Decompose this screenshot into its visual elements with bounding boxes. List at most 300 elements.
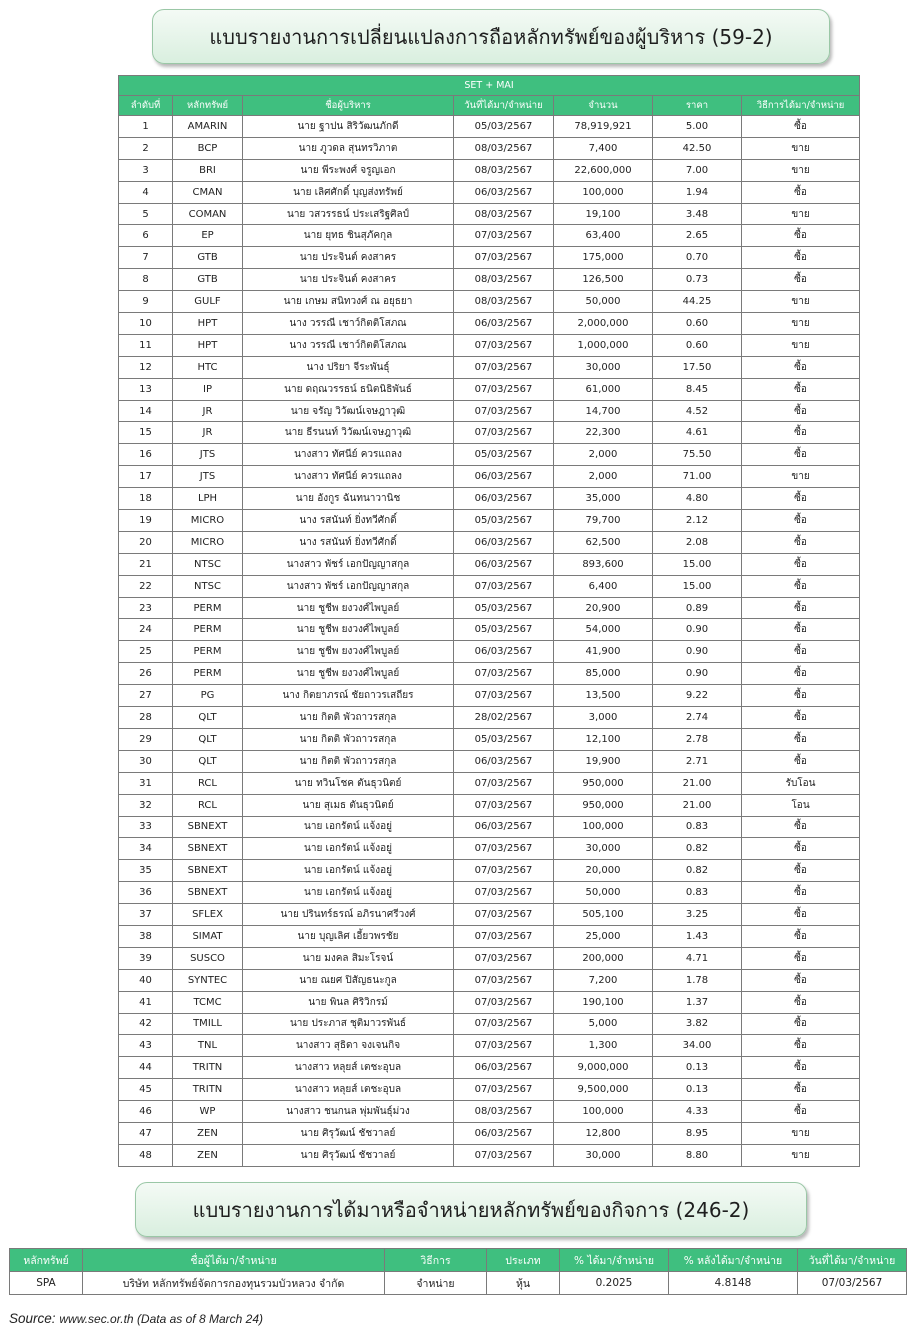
- table-cell: QLT: [173, 707, 243, 729]
- second-report-title-text: แบบรายงานการได้มาหรือจำหน่ายหลักทรัพย์ของกิจการ (246-2): [192, 1197, 750, 1222]
- company-acquisition-table: [9, 1248, 907, 1295]
- table-cell: นาย กิตติ พัวถาวรสกุล: [243, 728, 454, 750]
- table-cell: 07/03/2567: [454, 1079, 554, 1101]
- table-cell: ซื้อ: [742, 925, 860, 947]
- table-cell: นางสาว ทัศนีย์ ควรแถลง: [243, 444, 454, 466]
- table-cell: นางสาว พัชร์ เอกปัญญาสกุล: [243, 575, 454, 597]
- table-cell: 29: [119, 728, 173, 750]
- table-cell: นาย วสวรรธน์ ประเสริฐศิลป์: [243, 203, 454, 225]
- table-cell: 21.00: [653, 794, 742, 816]
- table-cell: 0.90: [653, 641, 742, 663]
- table-cell: SFLEX: [173, 904, 243, 926]
- table-cell: ซื้อ: [742, 707, 860, 729]
- table-cell: นาย ปรินทร์ธรณ์ อภิรนาศรีวงศ์: [243, 904, 454, 926]
- table-cell: 3.82: [653, 1013, 742, 1035]
- table-cell: นาย ภูวดล สุนทรวิภาต: [243, 137, 454, 159]
- table-cell: SBNEXT: [173, 838, 243, 860]
- table-cell: 62,500: [554, 531, 653, 553]
- table-cell: 30,000: [554, 1144, 653, 1166]
- table-cell: 61,000: [554, 378, 653, 400]
- table-cell: SPA: [10, 1272, 83, 1295]
- table-cell: นาย เอกรัตน์ แจ้งอยู่: [243, 838, 454, 860]
- table-row: [119, 685, 860, 707]
- table-cell: 07/03/2567: [798, 1272, 907, 1295]
- table-cell: 07/03/2567: [454, 838, 554, 860]
- table-cell: 85,000: [554, 663, 653, 685]
- table-cell: 08/03/2567: [454, 159, 554, 181]
- table-row: [119, 641, 860, 663]
- table-row: [119, 444, 860, 466]
- table-body: [10, 1272, 907, 1295]
- table-cell: นางสาว ทัศนีย์ ควรแถลง: [243, 466, 454, 488]
- table-cell: 1,000,000: [554, 334, 653, 356]
- table-cell: SBNEXT: [173, 816, 243, 838]
- table-row: [119, 860, 860, 882]
- table-cell: นาง รสนันท์ ยิ่งทวีศักดิ์: [243, 510, 454, 532]
- table-cell: 8: [119, 269, 173, 291]
- table-cell: ซื้อ: [742, 575, 860, 597]
- table-cell: นาย บุญเลิศ เอี้ยวพรชัย: [243, 925, 454, 947]
- table-cell: ซื้อ: [742, 1079, 860, 1101]
- table-cell: 4.71: [653, 947, 742, 969]
- table-cell: นาย ดฤณวรรธน์ ธนิตนิธิพันธ์: [243, 378, 454, 400]
- table-cell: 0.90: [653, 663, 742, 685]
- table-cell: 07/03/2567: [454, 334, 554, 356]
- table-cell: 2,000: [554, 444, 653, 466]
- table-cell: 50,000: [554, 882, 653, 904]
- table-cell: นางสาว สุธิดา จงเจนกิจ: [243, 1035, 454, 1057]
- table-cell: RCL: [173, 794, 243, 816]
- table-cell: 3.25: [653, 904, 742, 926]
- table-cell: ซื้อ: [742, 181, 860, 203]
- table-cell: ซื้อ: [742, 1013, 860, 1035]
- table-cell: HPT: [173, 313, 243, 335]
- table-cell: ซื้อ: [742, 619, 860, 641]
- table-cell: 5,000: [554, 1013, 653, 1035]
- table-cell: JTS: [173, 466, 243, 488]
- table-cell: 07/03/2567: [454, 663, 554, 685]
- table-cell: ซื้อ: [742, 1101, 860, 1123]
- table-cell: 20,000: [554, 860, 653, 882]
- table-cell: SUSCO: [173, 947, 243, 969]
- table-cell: 19: [119, 510, 173, 532]
- table-cell: 505,100: [554, 904, 653, 926]
- table-cell: นาง วรรณี เชาว์กิตติโสภณ: [243, 334, 454, 356]
- table-cell: 79,700: [554, 510, 653, 532]
- table-cell: QLT: [173, 750, 243, 772]
- table-cell: HTC: [173, 356, 243, 378]
- table-cell: นาย ชูชีพ ยงวงศ์ไพบูลย์: [243, 597, 454, 619]
- table-cell: 4.33: [653, 1101, 742, 1123]
- table-cell: 21.00: [653, 772, 742, 794]
- source-label: Source:: [9, 1311, 56, 1326]
- table-cell: 190,100: [554, 991, 653, 1013]
- table-cell: 6: [119, 225, 173, 247]
- table-row: [119, 597, 860, 619]
- table-cell: 9: [119, 291, 173, 313]
- table-cell: หุ้น: [487, 1272, 560, 1295]
- table-cell: ซื้อ: [742, 422, 860, 444]
- table-row: [119, 794, 860, 816]
- table-cell: 30,000: [554, 838, 653, 860]
- table-cell: 2.74: [653, 707, 742, 729]
- table-cell: 42: [119, 1013, 173, 1035]
- table-row: [119, 510, 860, 532]
- table-cell: 07/03/2567: [454, 378, 554, 400]
- table-row: [119, 269, 860, 291]
- table-cell: 33: [119, 816, 173, 838]
- table-cell: 200,000: [554, 947, 653, 969]
- table-row: [119, 466, 860, 488]
- table-cell: 39: [119, 947, 173, 969]
- table-cell: BCP: [173, 137, 243, 159]
- table-row: [119, 947, 860, 969]
- table-cell: 1.78: [653, 969, 742, 991]
- table-cell: 18: [119, 488, 173, 510]
- column-header: วันที่ได้มา/จำหน่าย: [454, 96, 554, 116]
- column-header: ประเภท: [487, 1249, 560, 1272]
- table-cell: ซื้อ: [742, 356, 860, 378]
- table-cell: PERM: [173, 663, 243, 685]
- table-cell: SBNEXT: [173, 882, 243, 904]
- table-cell: 1.43: [653, 925, 742, 947]
- table-row: [119, 663, 860, 685]
- table-cell: 5.00: [653, 116, 742, 138]
- table-cell: TRITN: [173, 1057, 243, 1079]
- table-cell: 41,900: [554, 641, 653, 663]
- table-cell: WP: [173, 1101, 243, 1123]
- table-cell: 4.52: [653, 400, 742, 422]
- table-cell: JR: [173, 422, 243, 444]
- column-header: ชื่อผู้ได้มา/จำหน่าย: [83, 1249, 385, 1272]
- table-cell: 45: [119, 1079, 173, 1101]
- table-row: [119, 904, 860, 926]
- table-row: [119, 1035, 860, 1057]
- table-cell: นาย กิตติ พัวถาวรสกุล: [243, 707, 454, 729]
- table-cell: นาง กิตยาภรณ์ ชัยถาวรเสถียร: [243, 685, 454, 707]
- table-row: [119, 422, 860, 444]
- table-cell: 78,919,921: [554, 116, 653, 138]
- table-cell: 06/03/2567: [454, 181, 554, 203]
- table-cell: 44: [119, 1057, 173, 1079]
- table-cell: 2.08: [653, 531, 742, 553]
- column-header: ชื่อผู้บริหาร: [243, 96, 454, 116]
- table-cell: นาย เกษม สนิทวงศ์ ณ อยุธยา: [243, 291, 454, 313]
- table-cell: PERM: [173, 597, 243, 619]
- table-cell: BRI: [173, 159, 243, 181]
- group-header: SET + MAI: [119, 76, 860, 96]
- table-cell: นาย ฐาปน สิริวัฒนภักดี: [243, 116, 454, 138]
- table-row: [119, 816, 860, 838]
- table-cell: 38: [119, 925, 173, 947]
- table-cell: 26: [119, 663, 173, 685]
- table-cell: 0.13: [653, 1057, 742, 1079]
- table-cell: 100,000: [554, 816, 653, 838]
- table-row: [119, 531, 860, 553]
- table-cell: 9,500,000: [554, 1079, 653, 1101]
- table-cell: 100,000: [554, 181, 653, 203]
- table-cell: 54,000: [554, 619, 653, 641]
- table-cell: ซื้อ: [742, 991, 860, 1013]
- table-cell: 4: [119, 181, 173, 203]
- table-cell: 0.89: [653, 597, 742, 619]
- table-cell: 2.71: [653, 750, 742, 772]
- table-cell: 22,300: [554, 422, 653, 444]
- table-cell: นาย ชูชีพ ยงวงศ์ไพบูลย์: [243, 619, 454, 641]
- table-cell: ซื้อ: [742, 860, 860, 882]
- table-cell: 06/03/2567: [454, 750, 554, 772]
- table-cell: ขาย: [742, 159, 860, 181]
- table-cell: 4.61: [653, 422, 742, 444]
- table-cell: นาย จรัญ วิวัฒน์เจษฎาวุฒิ: [243, 400, 454, 422]
- main-report-title: [152, 9, 830, 64]
- table-cell: 7,400: [554, 137, 653, 159]
- table-cell: 17.50: [653, 356, 742, 378]
- table-row: [119, 225, 860, 247]
- table-cell: 35,000: [554, 488, 653, 510]
- table-body: [119, 116, 860, 1167]
- table-cell: 06/03/2567: [454, 488, 554, 510]
- table-cell: 2: [119, 137, 173, 159]
- table-cell: นาย ทวินโชค ตันธุวนิตย์: [243, 772, 454, 794]
- table-cell: HPT: [173, 334, 243, 356]
- table-cell: 30: [119, 750, 173, 772]
- table-cell: 28/02/2567: [454, 707, 554, 729]
- table-cell: 41: [119, 991, 173, 1013]
- table-cell: 07/03/2567: [454, 247, 554, 269]
- table-cell: 25,000: [554, 925, 653, 947]
- column-header: ลำดับที่: [119, 96, 173, 116]
- table-cell: 3: [119, 159, 173, 181]
- table-cell: 34: [119, 838, 173, 860]
- table-cell: ซื้อ: [742, 1035, 860, 1057]
- table-row: [119, 247, 860, 269]
- table-cell: LPH: [173, 488, 243, 510]
- table-row: [119, 1144, 860, 1166]
- table-cell: 05/03/2567: [454, 510, 554, 532]
- table-cell: 07/03/2567: [454, 860, 554, 882]
- table-cell: ซื้อ: [742, 882, 860, 904]
- table-cell: 16: [119, 444, 173, 466]
- table-cell: 0.90: [653, 619, 742, 641]
- table-cell: 12: [119, 356, 173, 378]
- table-cell: 46: [119, 1101, 173, 1123]
- table-cell: 05/03/2567: [454, 444, 554, 466]
- table-cell: 37: [119, 904, 173, 926]
- table-cell: 14,700: [554, 400, 653, 422]
- table-cell: ซื้อ: [742, 750, 860, 772]
- table-row: [119, 575, 860, 597]
- table-cell: 1.37: [653, 991, 742, 1013]
- table-cell: 63,400: [554, 225, 653, 247]
- table-cell: 8.80: [653, 1144, 742, 1166]
- executive-holdings-table: [118, 75, 860, 1167]
- table-cell: 13: [119, 378, 173, 400]
- column-header: ราคา: [653, 96, 742, 116]
- table-cell: รับโอน: [742, 772, 860, 794]
- table-cell: 07/03/2567: [454, 772, 554, 794]
- table-cell: 07/03/2567: [454, 575, 554, 597]
- table-cell: ขาย: [742, 334, 860, 356]
- table-cell: ซื้อ: [742, 663, 860, 685]
- table-cell: 0.82: [653, 860, 742, 882]
- table-row: [119, 137, 860, 159]
- table-cell: นาย ประจินต์ คงสาคร: [243, 247, 454, 269]
- table-cell: 4.80: [653, 488, 742, 510]
- source-text: www.sec.or.th (Data as of 8 March 24): [59, 1312, 263, 1326]
- table-cell: 15: [119, 422, 173, 444]
- table-cell: ZEN: [173, 1122, 243, 1144]
- table-cell: IP: [173, 378, 243, 400]
- table-cell: นาย ประจินต์ คงสาคร: [243, 269, 454, 291]
- table-cell: AMARIN: [173, 116, 243, 138]
- table-cell: 7,200: [554, 969, 653, 991]
- table-cell: 0.83: [653, 882, 742, 904]
- table-cell: นาง ปริยา จีระพันธุ์: [243, 356, 454, 378]
- table-cell: นาย สุเมธ ตันธุวนิตย์: [243, 794, 454, 816]
- table-cell: 1.94: [653, 181, 742, 203]
- table-cell: 7.00: [653, 159, 742, 181]
- table-cell: 0.2025: [560, 1272, 669, 1295]
- table-row: [119, 1122, 860, 1144]
- table-row: [119, 400, 860, 422]
- table-cell: นาย พินล ศิริวิกรม์: [243, 991, 454, 1013]
- table-cell: COMAN: [173, 203, 243, 225]
- table-cell: นาย เอกรัตน์ แจ้งอยู่: [243, 816, 454, 838]
- table-cell: 0.70: [653, 247, 742, 269]
- table-cell: 07/03/2567: [454, 969, 554, 991]
- table-cell: 05/03/2567: [454, 619, 554, 641]
- table-cell: 05/03/2567: [454, 597, 554, 619]
- table-cell: GTB: [173, 269, 243, 291]
- table-cell: ขาย: [742, 137, 860, 159]
- table-cell: 24: [119, 619, 173, 641]
- second-report-title: [135, 1182, 807, 1237]
- table-cell: 40: [119, 969, 173, 991]
- table-cell: 07/03/2567: [454, 1144, 554, 1166]
- table-cell: PERM: [173, 641, 243, 663]
- table-cell: 07/03/2567: [454, 925, 554, 947]
- table-cell: ซื้อ: [742, 947, 860, 969]
- table-cell: 31: [119, 772, 173, 794]
- table-row: [119, 116, 860, 138]
- table-cell: 17: [119, 466, 173, 488]
- table-cell: 07/03/2567: [454, 356, 554, 378]
- table-cell: 2.78: [653, 728, 742, 750]
- table-cell: GTB: [173, 247, 243, 269]
- table-cell: ซื้อ: [742, 904, 860, 926]
- table-cell: 08/03/2567: [454, 1101, 554, 1123]
- table-cell: 12,100: [554, 728, 653, 750]
- table-cell: 22: [119, 575, 173, 597]
- table-cell: 950,000: [554, 772, 653, 794]
- table-cell: 0.82: [653, 838, 742, 860]
- table-row: [119, 553, 860, 575]
- table-cell: SYNTEC: [173, 969, 243, 991]
- table-cell: ซื้อ: [742, 444, 860, 466]
- table-row: [119, 488, 860, 510]
- table-cell: 07/03/2567: [454, 1013, 554, 1035]
- table-cell: 07/03/2567: [454, 794, 554, 816]
- table-cell: 5: [119, 203, 173, 225]
- table-cell: 48: [119, 1144, 173, 1166]
- table-cell: 3,000: [554, 707, 653, 729]
- table-cell: 7: [119, 247, 173, 269]
- table-cell: MICRO: [173, 510, 243, 532]
- table-cell: ขาย: [742, 313, 860, 335]
- table-cell: TMILL: [173, 1013, 243, 1035]
- table-row: [119, 882, 860, 904]
- table-cell: นาย ณยศ ปิสัญธนะกูล: [243, 969, 454, 991]
- table-cell: 11: [119, 334, 173, 356]
- table-cell: 30,000: [554, 356, 653, 378]
- table-cell: นาง วรรณี เชาว์กิตติโสภณ: [243, 313, 454, 335]
- table-cell: QLT: [173, 728, 243, 750]
- table-cell: 8.45: [653, 378, 742, 400]
- column-header: วันที่ได้มา/จำหน่าย: [798, 1249, 907, 1272]
- table-cell: 06/03/2567: [454, 641, 554, 663]
- table-row: [119, 1057, 860, 1079]
- table-cell: นาย เลิศศักดิ์ บุญส่งทรัพย์: [243, 181, 454, 203]
- table-cell: 0.60: [653, 334, 742, 356]
- table-cell: โอน: [742, 794, 860, 816]
- table-cell: 06/03/2567: [454, 1122, 554, 1144]
- column-header: วิธีการ: [385, 1249, 487, 1272]
- table-row: [119, 619, 860, 641]
- table-cell: ซื้อ: [742, 116, 860, 138]
- table-cell: 08/03/2567: [454, 137, 554, 159]
- table-cell: 3.48: [653, 203, 742, 225]
- table-cell: 2,000,000: [554, 313, 653, 335]
- table-cell: ขาย: [742, 466, 860, 488]
- table-cell: 07/03/2567: [454, 1035, 554, 1057]
- table-cell: NTSC: [173, 575, 243, 597]
- table-cell: 06/03/2567: [454, 816, 554, 838]
- table-cell: ซื้อ: [742, 510, 860, 532]
- table-cell: ซื้อ: [742, 378, 860, 400]
- column-header-row: [10, 1249, 907, 1272]
- table-cell: 07/03/2567: [454, 685, 554, 707]
- column-header: วิธีการได้มา/จำหน่าย: [742, 96, 860, 116]
- table-cell: 15.00: [653, 553, 742, 575]
- table-row: [119, 181, 860, 203]
- table-cell: RCL: [173, 772, 243, 794]
- table-row: [10, 1272, 907, 1295]
- table-row: [119, 772, 860, 794]
- table-cell: นางสาว ชนกนล พุ่มพันธุ์ม่วง: [243, 1101, 454, 1123]
- table-row: [119, 378, 860, 400]
- table-cell: 42.50: [653, 137, 742, 159]
- table-cell: 9.22: [653, 685, 742, 707]
- table-cell: GULF: [173, 291, 243, 313]
- table-cell: JR: [173, 400, 243, 422]
- table-cell: 0.13: [653, 1079, 742, 1101]
- table-cell: NTSC: [173, 553, 243, 575]
- table-cell: 08/03/2567: [454, 203, 554, 225]
- table-cell: 175,000: [554, 247, 653, 269]
- table-cell: 21: [119, 553, 173, 575]
- table-cell: 06/03/2567: [454, 553, 554, 575]
- table-cell: 07/03/2567: [454, 422, 554, 444]
- table-cell: นาย ประภาส ชุติมาวรพันธ์: [243, 1013, 454, 1035]
- table-cell: นาย มงคล สิมะโรจน์: [243, 947, 454, 969]
- table-row: [119, 1013, 860, 1035]
- table-cell: 07/03/2567: [454, 225, 554, 247]
- table-cell: 13,500: [554, 685, 653, 707]
- table-row: [119, 1079, 860, 1101]
- table-cell: 22,600,000: [554, 159, 653, 181]
- table-cell: PERM: [173, 619, 243, 641]
